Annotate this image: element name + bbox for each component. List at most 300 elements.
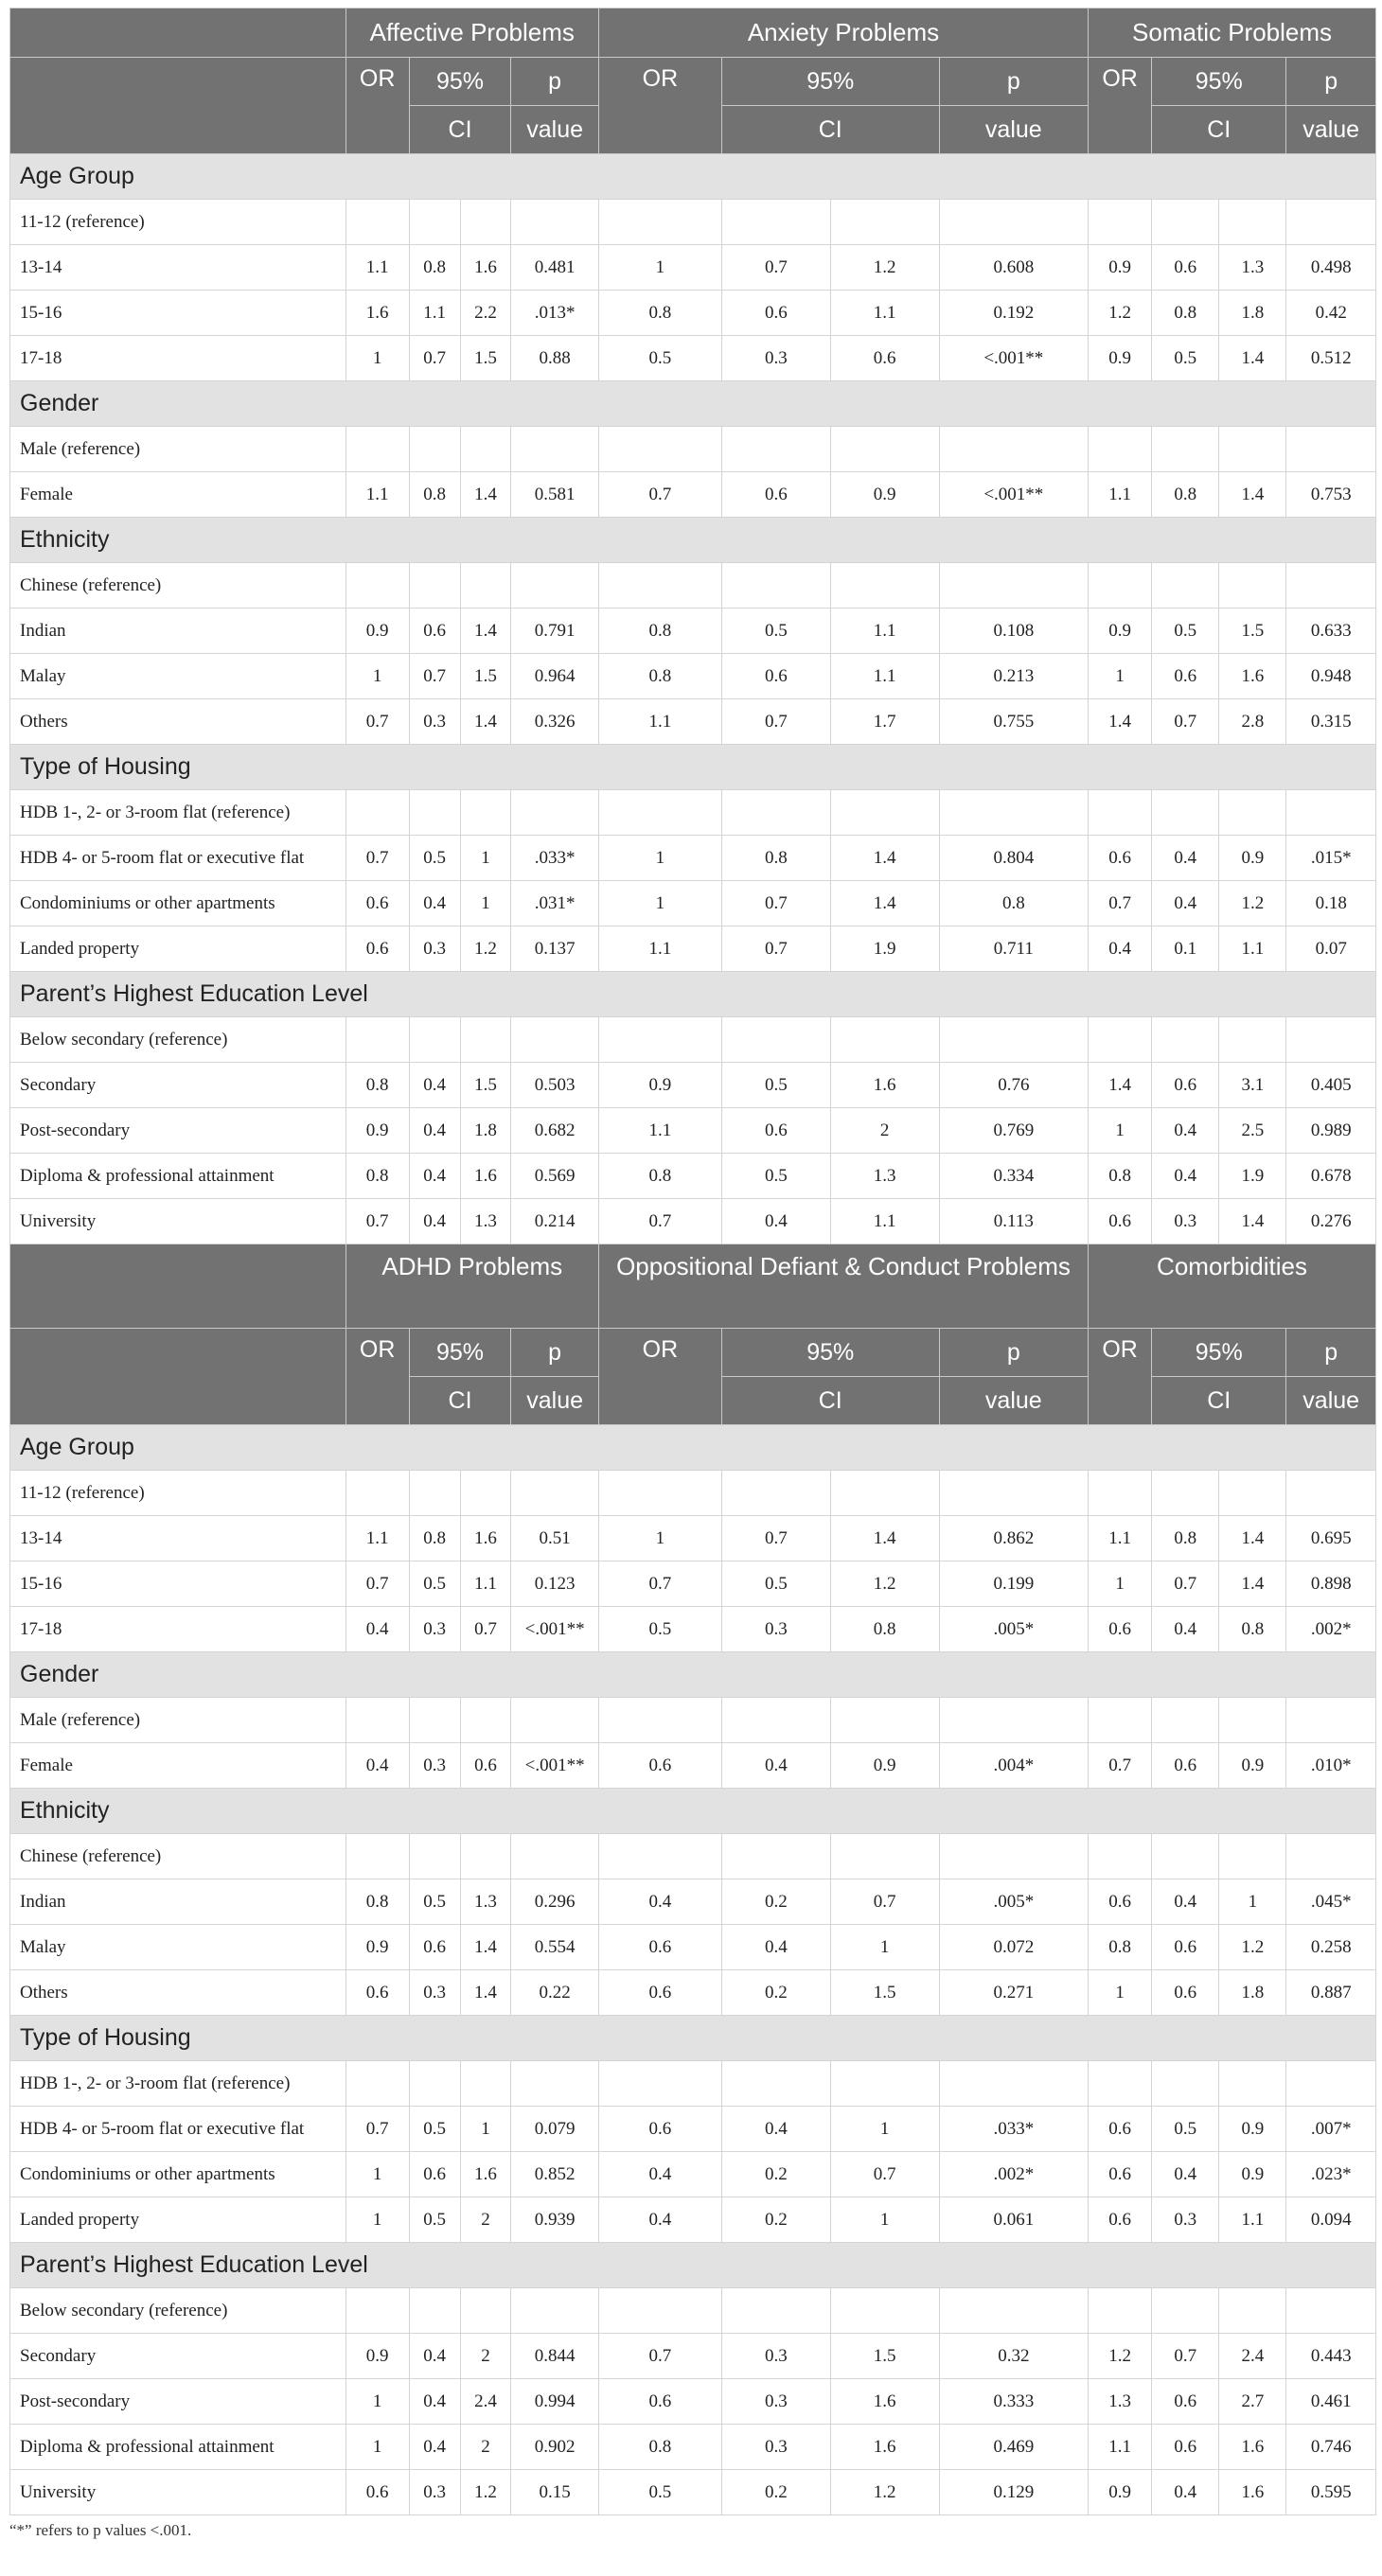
table-cell [939,1471,1089,1516]
table-cell: 0.3 [721,336,830,381]
table-cell: 0.276 [1286,1199,1376,1244]
table-cell: 0.7 [830,1879,939,1925]
table-cell: .033* [939,2107,1089,2152]
group-header-row [10,745,1376,790]
table-cell: 1.4 [830,881,939,926]
table-cell [346,1698,409,1743]
table-cell [939,2288,1089,2334]
table-cell: 0.213 [939,654,1089,699]
table-cell: .015* [1286,836,1376,881]
group-header-row [10,381,1376,427]
row-label: HDB 4- or 5-room flat or executive flat [10,2107,346,2152]
table-cell: 0.9 [346,609,409,654]
regression-table-container [9,8,1376,2540]
table-cell: 0.481 [511,245,599,291]
table-cell: 1.8 [1219,291,1286,336]
table-row [10,1834,1376,1879]
row-label: HDB 1-, 2- or 3-room flat (reference) [10,2061,346,2107]
table-row [10,1925,1376,1970]
table-cell: 0.7 [721,699,830,745]
table-cell: 0.4 [1152,1108,1219,1154]
table-cell [1089,790,1152,836]
table-cell: 0.9 [598,1063,721,1108]
table-cell [1089,427,1152,472]
table-cell: 0.094 [1286,2197,1376,2243]
table-cell [1219,1698,1286,1743]
p-header-bottom: value [939,1377,1089,1425]
table-cell: 0.333 [939,2379,1089,2425]
table-cell: 0.8 [409,1516,460,1561]
group-title: Gender [10,1652,1376,1698]
table-cell: 0.4 [1152,1879,1219,1925]
table-cell: 0.2 [721,2197,830,2243]
table-cell: 0.3 [409,1607,460,1652]
table-cell: 1.6 [460,245,511,291]
table-cell: 0.5 [1152,609,1219,654]
table-cell: 1 [346,2152,409,2197]
table-cell: 0.9 [1219,2107,1286,2152]
table-cell: 0.123 [511,1561,599,1607]
table-cell: 0.6 [1089,1879,1152,1925]
row-label: Landed property [10,926,346,972]
table-cell: 0.6 [1152,2379,1219,2425]
table-cell: 0.5 [721,1561,830,1607]
table-cell: 0.7 [721,245,830,291]
table-cell [460,1834,511,1879]
table-cell [1219,1017,1286,1063]
row-label: Chinese (reference) [10,563,346,609]
row-label: Female [10,1743,346,1789]
table-cell: 0.079 [511,2107,599,2152]
row-label: Others [10,699,346,745]
table-cell: 1.4 [1219,336,1286,381]
table-cell: 0.129 [939,2470,1089,2515]
table-cell: 0.4 [409,2334,460,2379]
table-row [10,2379,1376,2425]
table-row [10,881,1376,926]
table-cell: 1 [346,336,409,381]
table-cell [511,2288,599,2334]
table-cell: 1.1 [346,1516,409,1561]
table-cell [346,427,409,472]
table-cell [511,427,599,472]
table-cell: 0.887 [1286,1970,1376,2016]
table-cell [1152,2061,1219,2107]
problem-header: Affective Problems [346,9,598,58]
table-cell: .045* [1286,1879,1376,1925]
table-cell: 2 [460,2197,511,2243]
table-cell [1286,1471,1376,1516]
table-cell: 0.7 [409,654,460,699]
table-cell: 1.4 [1219,1516,1286,1561]
table-cell: 1.1 [1219,926,1286,972]
table-cell: 2.7 [1219,2379,1286,2425]
p-header-bottom: value [1286,1377,1376,1425]
table-cell [830,200,939,245]
table-cell [1152,1017,1219,1063]
group-title: Age Group [10,1425,1376,1471]
row-label: 15-16 [10,291,346,336]
table-cell: 0.4 [721,1925,830,1970]
ci-header-bottom: CI [409,106,511,154]
table-cell: 0.5 [721,1063,830,1108]
table-cell: .007* [1286,2107,1376,2152]
table-cell [346,2288,409,2334]
row-label: Male (reference) [10,427,346,472]
table-cell: 1.3 [830,1154,939,1199]
table-cell [511,563,599,609]
table-cell: 0.9 [346,1108,409,1154]
table-cell: 1.4 [460,1925,511,1970]
table-cell: 0.6 [598,2379,721,2425]
table-cell: 1.5 [1219,609,1286,654]
table-cell: 0.3 [409,1743,460,1789]
table-cell: 0.8 [721,836,830,881]
table-cell: 0.7 [1152,699,1219,745]
row-label: Below secondary (reference) [10,2288,346,2334]
group-header-row [10,1652,1376,1698]
table-cell [830,563,939,609]
table-cell: 0.5 [409,1879,460,1925]
table-cell: 2.5 [1219,1108,1286,1154]
table-cell: 1.3 [1219,245,1286,291]
table-row [10,563,1376,609]
table-cell: 0.5 [598,1607,721,1652]
table-cell: 0.8 [409,472,460,518]
table-row [10,245,1376,291]
table-cell [346,200,409,245]
table-cell: 0.2 [721,2470,830,2515]
table-cell: 1.8 [460,1108,511,1154]
p-header-top: p [939,58,1089,106]
table-cell: 1.6 [1219,2470,1286,2515]
table-cell: 1 [460,836,511,881]
table-row [10,2152,1376,2197]
table-cell [721,1834,830,1879]
table-cell: 0.8 [939,881,1089,926]
table-cell [1152,1834,1219,1879]
table-row [10,2288,1376,2334]
table-row [10,2107,1376,2152]
table-cell: 1.2 [1089,2334,1152,2379]
table-cell [830,790,939,836]
row-label: Diploma & professional attainment [10,2425,346,2470]
table-cell: 0.3 [1152,2197,1219,2243]
ci-header-bottom: CI [1152,1377,1286,1425]
table-row [10,1698,1376,1743]
table-cell: 0.3 [721,2379,830,2425]
table-cell [1219,427,1286,472]
group-header-row [10,1789,1376,1834]
table-cell: 0.7 [721,926,830,972]
table-cell: 0.18 [1286,881,1376,926]
table-cell: 1.3 [460,1879,511,1925]
table-cell [1089,1471,1152,1516]
table-cell: 1.1 [830,654,939,699]
table-cell [1089,200,1152,245]
table-cell: 0.4 [409,1108,460,1154]
table-cell: 0.6 [346,2470,409,2515]
table-cell: 2 [830,1108,939,1154]
table-cell: 0.5 [409,1561,460,1607]
table-cell: 0.4 [721,1199,830,1244]
table-row [10,1017,1376,1063]
table-cell [460,427,511,472]
table-cell: 0.5 [409,2197,460,2243]
table-cell: 0.9 [830,472,939,518]
table-cell: 0.1 [1152,926,1219,972]
table-cell: 1.1 [346,472,409,518]
table-cell: 1.5 [460,336,511,381]
table-cell [409,2288,460,2334]
table-cell: 0.4 [1152,1607,1219,1652]
table-cell [346,563,409,609]
table-cell: 0.503 [511,1063,599,1108]
row-label: 17-18 [10,336,346,381]
table-cell [409,200,460,245]
table-cell: 0.6 [1089,836,1152,881]
row-label: Below secondary (reference) [10,1017,346,1063]
table-cell: 0.755 [939,699,1089,745]
table-cell: 0.4 [1152,836,1219,881]
table-cell: 0.296 [511,1879,599,1925]
table-cell: 0.4 [598,2197,721,2243]
table-cell: 0.32 [939,2334,1089,2379]
row-label: Indian [10,1879,346,1925]
table-cell: 1.1 [830,291,939,336]
table-cell: 0.7 [346,1561,409,1607]
table-cell: 1.1 [346,245,409,291]
table-cell: 0.3 [721,2425,830,2470]
table-cell: 0.4 [721,2107,830,2152]
table-cell: 1.6 [460,2152,511,2197]
table-cell: 0.8 [598,609,721,654]
table-cell [1219,1471,1286,1516]
table-cell: 0.7 [721,881,830,926]
table-cell [721,563,830,609]
table-cell [409,1834,460,1879]
table-cell: 1.6 [460,1154,511,1199]
table-cell: 0.6 [1152,1970,1219,2016]
table-cell [460,1017,511,1063]
table-cell: 0.7 [598,472,721,518]
table-cell: 0.6 [1152,654,1219,699]
table-row [10,200,1376,245]
group-title: Parent’s Highest Education Level [10,972,1376,1017]
table-cell: .013* [511,291,599,336]
table-cell: 2.4 [460,2379,511,2425]
table-cell: 1.4 [460,609,511,654]
table-cell [460,2288,511,2334]
table-cell: 3.1 [1219,1063,1286,1108]
header-row-problems [10,1244,1376,1329]
or-header: OR [1089,58,1152,154]
table-cell: 0.5 [598,2470,721,2515]
table-cell: 0.769 [939,1108,1089,1154]
table-cell [1286,1698,1376,1743]
row-label: University [10,1199,346,1244]
table-cell: 0.88 [511,336,599,381]
table-cell: 0.6 [598,2107,721,2152]
table-cell: 1.4 [1219,1561,1286,1607]
table-cell: 1.3 [460,1199,511,1244]
table-cell: 0.4 [1152,2470,1219,2515]
ci-header-bottom: CI [1152,106,1286,154]
group-header-row [10,154,1376,200]
table-cell: 0.512 [1286,336,1376,381]
table-cell: 0.4 [721,1743,830,1789]
table-cell: <.001** [511,1607,599,1652]
table-cell: 1.4 [1089,1063,1152,1108]
table-cell [460,1698,511,1743]
or-header: OR [598,58,721,154]
ci-header-top: 95% [721,58,939,106]
row-label: Condominiums or other apartments [10,2152,346,2197]
table-cell: 0.5 [721,1154,830,1199]
table-cell: 0.6 [346,881,409,926]
table-row [10,1607,1376,1652]
group-header-row [10,1425,1376,1471]
table-cell: 1 [598,245,721,291]
table-cell: 0.4 [1152,1154,1219,1199]
table-cell: 1.1 [1089,1516,1152,1561]
table-cell: 0.7 [721,1516,830,1561]
table-row [10,1154,1376,1199]
table-cell [511,1471,599,1516]
table-cell: 1.1 [598,699,721,745]
row-label: 17-18 [10,1607,346,1652]
table-cell: .023* [1286,2152,1376,2197]
table-cell [511,1698,599,1743]
table-cell: 2.4 [1219,2334,1286,2379]
header-blank-cell [10,1244,346,1329]
table-cell [346,2061,409,2107]
header-row-problems [10,9,1376,58]
table-cell: 0.9 [346,1925,409,1970]
p-header-top: p [1286,1329,1376,1377]
table-cell: 0.4 [598,2152,721,2197]
row-label: HDB 4- or 5-room flat or executive flat [10,836,346,881]
or-header: OR [598,1329,721,1425]
table-cell: .005* [939,1607,1089,1652]
table-cell [1219,1834,1286,1879]
group-title: Ethnicity [10,518,1376,563]
table-row [10,2334,1376,2379]
table-cell [1286,1834,1376,1879]
table-cell: 0.746 [1286,2425,1376,2470]
table-cell: 0.791 [511,609,599,654]
table-cell: 0.8 [1152,472,1219,518]
table-cell: 1.4 [1219,472,1286,518]
table-cell: 0.4 [1089,926,1152,972]
table-cell: 1.9 [830,926,939,972]
table-cell [598,790,721,836]
table-cell: 0.711 [939,926,1089,972]
table-cell: 2.2 [460,291,511,336]
table-cell: 0.8 [346,1879,409,1925]
table-cell [939,2061,1089,2107]
table-cell [1152,427,1219,472]
table-cell: 1.1 [409,291,460,336]
table-cell: 0.9 [830,1743,939,1789]
table-cell: 0.461 [1286,2379,1376,2425]
table-cell: 1.6 [1219,654,1286,699]
table-cell: 1 [598,836,721,881]
table-cell [939,1698,1089,1743]
row-label: Malay [10,1925,346,1970]
table-row [10,2061,1376,2107]
table-cell: 0.994 [511,2379,599,2425]
p-header-top: p [511,1329,599,1377]
table-cell: 0.6 [1089,2107,1152,2152]
table-cell: 0.4 [598,1879,721,1925]
table-cell [721,1017,830,1063]
p-header-top: p [511,58,599,106]
table-row [10,1970,1376,2016]
table-cell: 0.9 [1089,245,1152,291]
table-row [10,926,1376,972]
table-cell: 0.6 [1152,1063,1219,1108]
row-label: 13-14 [10,1516,346,1561]
table-cell: 0.844 [511,2334,599,2379]
table-row [10,1199,1376,1244]
table-row [10,699,1376,745]
table-cell: 1.6 [460,1516,511,1561]
table-cell [460,1471,511,1516]
table-cell [409,563,460,609]
table-cell [409,1471,460,1516]
table-cell [939,1017,1089,1063]
table-cell: 1.1 [1089,472,1152,518]
row-label: 11-12 (reference) [10,200,346,245]
table-cell [460,563,511,609]
table-cell: 1.2 [830,2470,939,2515]
table-cell: 1.6 [830,2379,939,2425]
p-header-bottom: value [511,1377,599,1425]
table-cell: 0.7 [1152,2334,1219,2379]
ci-header-top: 95% [1152,1329,1286,1377]
table-cell: 1 [460,881,511,926]
table-cell: 0.8 [346,1063,409,1108]
row-label: Post-secondary [10,1108,346,1154]
table-cell: 0.8 [409,245,460,291]
table-cell: 0.6 [721,291,830,336]
table-cell: 0.6 [830,336,939,381]
table-cell [939,200,1089,245]
problem-header: Comorbidities [1089,1244,1376,1329]
table-cell: 0.5 [1152,336,1219,381]
table-row [10,790,1376,836]
table-cell [460,200,511,245]
table-cell: 0.6 [598,1970,721,2016]
table-cell [1286,200,1376,245]
table-cell [598,2288,721,2334]
table-cell: 0.8 [1152,1516,1219,1561]
table-cell: 0.498 [1286,245,1376,291]
table-cell: 1 [830,2107,939,2152]
table-cell: 0.8 [1219,1607,1286,1652]
table-cell [409,1698,460,1743]
table-cell: 0.6 [409,2152,460,2197]
table-row [10,2470,1376,2515]
table-cell: .002* [939,2152,1089,2197]
table-cell: 0.7 [346,836,409,881]
table-cell: 1.5 [460,1063,511,1108]
table-cell [1286,790,1376,836]
table-cell: 0.192 [939,291,1089,336]
table-cell [1286,2288,1376,2334]
table-row [10,291,1376,336]
